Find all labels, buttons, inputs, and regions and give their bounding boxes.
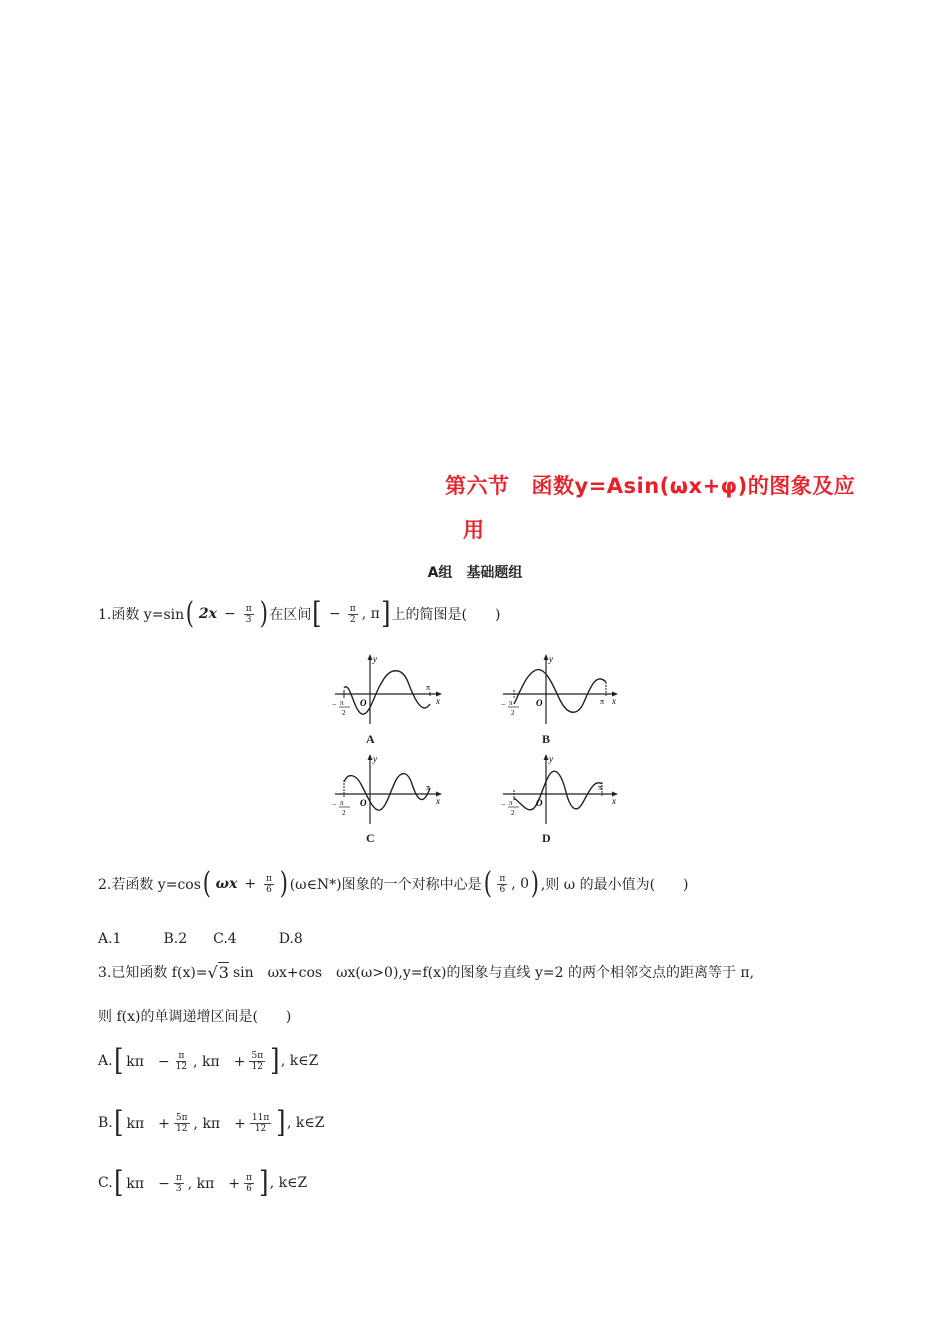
graph-b-y-label: y	[549, 654, 553, 664]
section-number: 第六节	[445, 474, 510, 498]
graph-d-tick-num: π	[509, 799, 513, 807]
graph-b-tick-num: π	[509, 699, 513, 707]
q3-option-b: B. [ kπ + $\frac{5\pi}{12}$ , kπ + $\frac{11\pi}{12}$ ] , k∈Z	[98, 1105, 325, 1140]
graph-d-tick-den: 2	[511, 809, 515, 817]
question-1: 1.函数 y=sin ( 2x − $\frac{\pi}{3}$ ) 在区间 [ − $\frac{\pi}{2}$ , π ] 上的简图是( )	[98, 596, 501, 631]
graph-d-tick-pi: π	[598, 783, 603, 792]
question-3-line2: 则 f(x)的单调递增区间是( )	[98, 1009, 292, 1025]
q2-frac-pi-6: $\frac{\pi}{6}$	[266, 873, 272, 895]
q2-center-frac: $\frac{\pi}{6}$	[499, 873, 506, 895]
graph-c	[330, 752, 450, 847]
graph-a-origin: O	[360, 698, 367, 708]
graph-b-label: B	[542, 732, 551, 746]
graph-c-y-label: y	[373, 754, 377, 764]
graph-c-tick-pi: π	[426, 783, 431, 792]
graph-b-tick-pi: π	[600, 697, 605, 706]
graph-d-origin: O	[536, 798, 543, 808]
q1-expr-2x: 2x	[198, 606, 217, 622]
graph-a-y-label: y	[373, 654, 377, 664]
graph-b	[498, 652, 623, 747]
q3-option-c: C. [ kπ − $\frac{\pi}{3}$ , kπ + $\frac{\pi}{6}$ ] , k∈Z	[98, 1165, 308, 1200]
graph-a-tick-pi: π	[426, 683, 431, 692]
graph-c-tick-num: π	[340, 799, 344, 807]
section-name-cont: 用	[463, 518, 485, 542]
section-title	[445, 464, 885, 552]
graph-a-plot	[330, 652, 450, 727]
q3-prefix: 3.已知函数 f(x)=	[98, 965, 208, 981]
graph-c-label: C	[366, 831, 375, 845]
q2-choice-c: C.4	[213, 931, 237, 947]
q3-option-a: A. [ kπ − $\frac{\pi}{12}$ , kπ + $\frac{5\pi}{12}$ ] , k∈Z	[98, 1043, 319, 1078]
q2-choices	[98, 931, 345, 947]
graph-c-origin: O	[360, 798, 367, 808]
q2-zero: , 0	[511, 876, 530, 892]
graph-d-plot	[498, 752, 623, 827]
graph-d-x-label: x	[612, 796, 616, 806]
graph-b-tick-neg: −	[501, 700, 506, 709]
graph-d-y-label: y	[549, 754, 553, 764]
q3-sqrt: √3	[207, 962, 229, 982]
q2-choice-d: D.8	[278, 931, 303, 947]
graph-c-tick-neg: −	[332, 800, 337, 809]
group-heading: A组 基础题组	[427, 565, 523, 581]
graph-a-tick-neg: −	[332, 700, 337, 709]
q2-condition: (ω∈N*)图象的一个对称中心是	[289, 877, 482, 893]
graph-d	[498, 752, 623, 847]
q1-suffix: 上的简图是( )	[391, 607, 501, 623]
graph-b-tick-den: 2	[511, 709, 515, 717]
graph-a-label: A	[366, 732, 375, 746]
graph-d-label: D	[542, 831, 551, 845]
q1-neg: −	[329, 606, 341, 622]
graph-a-tick-den: 2	[342, 709, 346, 717]
q2-choice-b: B.2	[163, 931, 188, 947]
q1-mid: 在区间	[269, 607, 312, 623]
q1-minus: −	[223, 606, 236, 622]
question-3	[98, 962, 754, 982]
q2-prefix: 2.若函数 y=cos	[98, 877, 201, 893]
graph-a-tick-num: π	[340, 699, 344, 707]
question-2: 2.若函数 y=cos ( ωx + $\frac{\pi}{6}$ ) (ω∈N*)图象的一个对称中心是 ( $\frac{\pi}{6}$ , 0 ) ,则 ω 的最小值为( )	[98, 866, 689, 901]
q2-wx: ωx	[215, 876, 238, 892]
graph-c-tick-den: 2	[342, 809, 346, 817]
section-name: 函数y=Asin(ωx+φ)的图象及应	[531, 474, 856, 498]
graph-a-x-label: x	[436, 696, 440, 706]
q2-choice-a: A.1	[98, 931, 122, 947]
q1-comma-pi: , π	[361, 606, 380, 622]
graph-b-x-label: x	[612, 696, 616, 706]
q1-prefix: 1.函数 y=sin	[98, 607, 185, 623]
q1-frac-pi-3: $\frac{\pi}{3}$	[245, 603, 252, 625]
graph-c-plot	[330, 752, 450, 827]
graph-b-plot	[498, 652, 623, 727]
q2-plus: +	[244, 876, 257, 892]
q2-suffix: ,则 ω 的最小值为( )	[540, 877, 689, 893]
q3-body: sin ωx+cos ωx(ω>0),y=f(x)的图象与直线 y=2 的两个相邻交点的距离等于 π,	[232, 965, 755, 981]
graph-d-tick-neg: −	[501, 800, 506, 809]
graph-c-x-label: x	[436, 796, 440, 806]
q1-frac-pi-2: $\frac{\pi}{2}$	[349, 603, 356, 625]
graph-a	[330, 652, 450, 747]
graph-b-origin: O	[536, 698, 543, 708]
